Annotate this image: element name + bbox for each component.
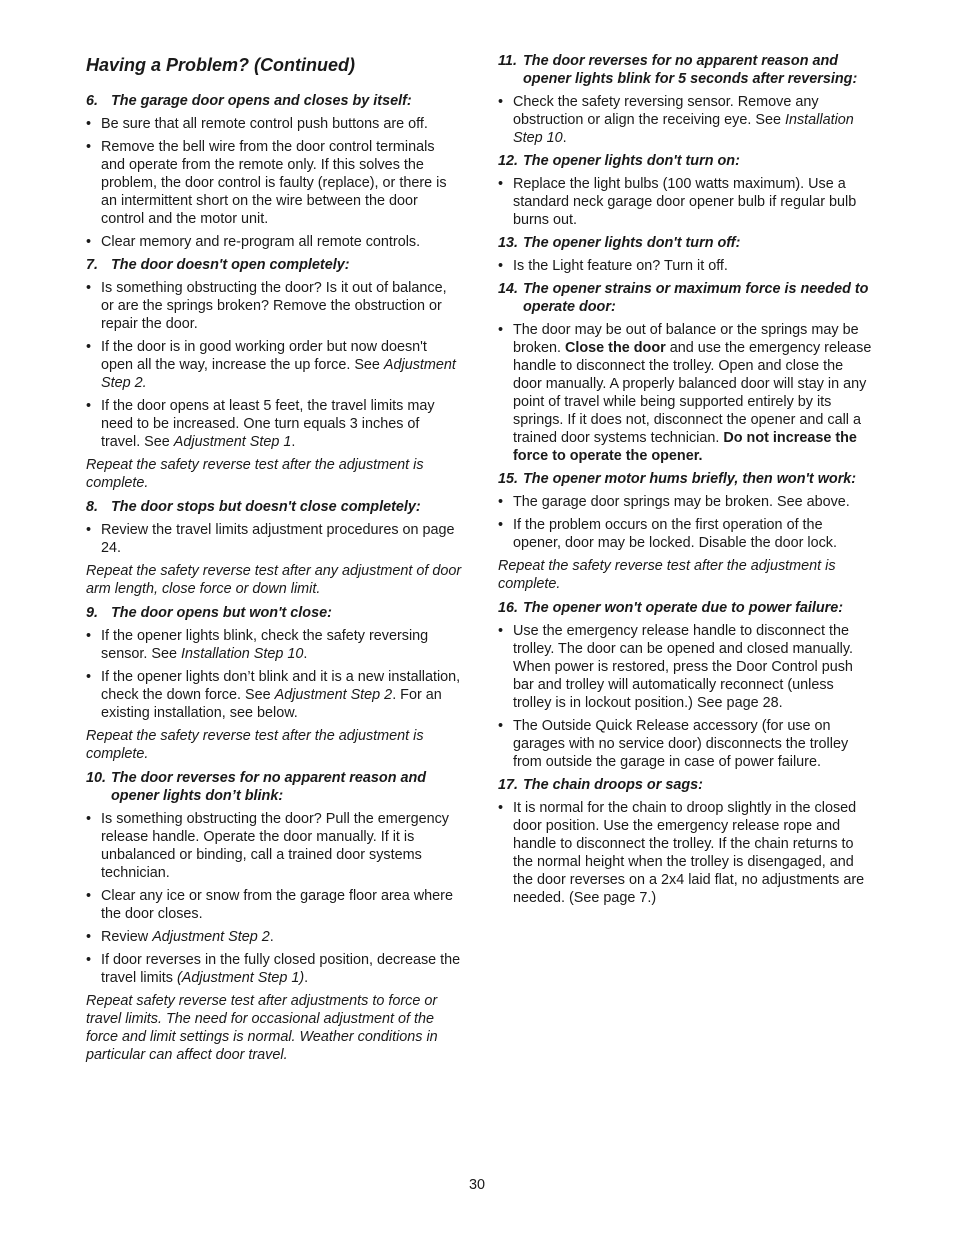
- text-run: Replace the light bulbs (100 watts maximum). Use a standard neck garage door opener bulb if regular bulb burns out.: [513, 176, 857, 228]
- bullet-list: [86, 521, 462, 557]
- left-column: [86, 52, 462, 1070]
- section-heading: [86, 769, 462, 805]
- section-heading: [498, 599, 874, 617]
- bullet-list: [498, 175, 874, 229]
- text-run: (Adjustment Step 1): [176, 970, 305, 986]
- section-heading-text: The door opens but won't close:: [111, 605, 332, 621]
- list-item: [86, 338, 462, 392]
- list-item: [498, 516, 874, 552]
- bullet-list: [498, 493, 874, 552]
- text-run: It is normal for the chain to droop slightly in the closed door position. Use the emergency release rope and handle to disconnect the trolley. If the chain returns to the normal height when the trolley is disengaged, and the door reverses on a 2x4 laid flat, no adjustments are needed. (See page 7.): [513, 800, 865, 906]
- list-item: [86, 233, 462, 251]
- text-run: .: [562, 130, 567, 146]
- bullet-list: [498, 799, 874, 907]
- section-number: 10.: [86, 770, 107, 786]
- bullet-list: [86, 279, 462, 451]
- section-10: [86, 769, 462, 1064]
- section-16: [498, 599, 874, 771]
- text-run: .: [304, 970, 309, 986]
- text-run: .: [269, 929, 274, 945]
- list-item: [86, 397, 462, 451]
- text-run: The garage door springs may be broken. See above.: [513, 494, 850, 510]
- list-item: [86, 627, 462, 663]
- section-number: 15.: [498, 471, 519, 487]
- section-heading-text: The door reverses for no apparent reason and opener lights don’t blink:: [111, 770, 427, 804]
- list-item: [86, 115, 462, 133]
- section-17: [498, 776, 874, 907]
- text-run: Installation Step 10: [181, 646, 304, 662]
- text-run: Be sure that all remote control push buttons are off.: [101, 116, 428, 132]
- bullet-list: [86, 115, 462, 251]
- text-run: Clear any ice or snow from the garage floor area where the door closes.: [101, 888, 453, 922]
- text-run: Remove the bell wire from the door control terminals and operate from the remote only. If this solves the problem, the door control is faulty (replace), or there is an intermittent short on the wire between the door control and the motor unit.: [101, 139, 447, 227]
- text-run: Review: [101, 929, 153, 945]
- section-heading: [498, 280, 874, 316]
- text-run: Review the travel limits adjustment procedures on page 24.: [101, 522, 455, 556]
- text-run: .: [291, 434, 296, 450]
- text-run: If the opener lights don’t blink and it is a new installation, check the down force. See: [101, 669, 461, 703]
- section-heading-text: The door stops but doesn't close completely:: [111, 499, 421, 515]
- list-item: [498, 799, 874, 907]
- section-heading: [498, 776, 874, 794]
- section-note: Repeat the safety reverse test after the adjustment is complete.: [498, 558, 836, 592]
- list-item: [86, 928, 462, 946]
- list-item: [86, 138, 462, 228]
- section-heading: [498, 470, 874, 488]
- section-heading: [498, 52, 874, 88]
- list-item: [498, 321, 874, 465]
- list-item: [498, 717, 874, 771]
- section-heading-text: The door reverses for no apparent reason and opener lights blink for 5 seconds after reversing:: [523, 53, 858, 87]
- section-heading-text: The garage door opens and closes by itself:: [111, 93, 412, 109]
- text-run: . For an existing installation, see below.: [101, 687, 442, 721]
- section-number: 7.: [86, 257, 99, 273]
- bullet-list: [498, 257, 874, 275]
- section-7: [86, 256, 462, 492]
- bullet-list: [498, 93, 874, 147]
- text-run: .: [303, 646, 308, 662]
- section-note: Repeat the safety reverse test after the adjustment is complete.: [86, 457, 424, 491]
- list-item: [498, 175, 874, 229]
- section-number: 17.: [498, 777, 519, 793]
- text-run: Close the door: [565, 340, 666, 356]
- section-note: Repeat safety reverse test after adjustments to force or travel limits. The need for occasional adjustment of the force and limit settings is normal. Weather conditions in particular can affect door travel.: [86, 993, 438, 1063]
- bullet-list: [498, 622, 874, 771]
- section-note: Repeat the safety reverse test after the adjustment is complete.: [86, 728, 424, 762]
- section-heading: [86, 604, 462, 622]
- page-title: Having a Problem? (Continued): [86, 55, 356, 75]
- text-run: Clear memory and re-program all remote controls.: [101, 234, 421, 250]
- list-item: [86, 951, 462, 987]
- section-9: [86, 604, 462, 763]
- section-heading-text: The opener lights don't turn off:: [523, 235, 741, 251]
- right-column: [498, 52, 874, 912]
- text-run: Check the safety reversing sensor. Remove any obstruction or align the receiving eye. See: [513, 94, 819, 128]
- text-run: Use the emergency release handle to disconnect the trolley. The door can be opened and closed manually. When power is restored, press the Door Control push bar and trolley will automatically reconnect (unless trolley is in lockout position.) See page 28.: [513, 623, 853, 711]
- bullet-list: [86, 627, 462, 722]
- section-heading: [86, 498, 462, 516]
- section-heading-text: The opener strains or maximum force is needed to operate door:: [523, 281, 869, 315]
- text-run: Is something obstructing the door? Is it out of balance, or are the springs broken? Remove the obstruction or repair the door.: [101, 280, 447, 332]
- list-item: [498, 93, 874, 147]
- section-number: 8.: [86, 499, 99, 515]
- text-run: If the door opens at least 5 feet, the travel limits may need to be increased. One turn equals 3 inches of travel. See: [101, 398, 435, 450]
- list-item: [498, 493, 874, 511]
- page-number: 30: [468, 1177, 485, 1193]
- section-number: 12.: [498, 153, 519, 169]
- text-run: Installation Step 10: [513, 112, 854, 146]
- section-12: [498, 152, 874, 229]
- section-note: Repeat the safety reverse test after any adjustment of door arm length, close force or down limit.: [86, 563, 462, 597]
- section-number: 11.: [498, 53, 517, 69]
- bullet-list: [86, 810, 462, 987]
- text-run: Adjustment Step 1: [173, 434, 292, 450]
- text-run: Adjustment Step 2.: [101, 357, 456, 391]
- text-run: The door may be out of balance or the springs may be broken.: [513, 322, 859, 356]
- text-run: If door reverses in the fully closed position, decrease the travel limits: [101, 952, 461, 986]
- section-14: [498, 280, 874, 465]
- section-heading-text: The opener won't operate due to power failure:: [523, 600, 844, 616]
- section-6: [86, 92, 462, 251]
- text-run: The Outside Quick Release accessory (for use on garages with no service door) disconnects the trolley from outside the garage in case of power failure.: [513, 718, 849, 770]
- section-11: [498, 52, 874, 147]
- section-number: 9.: [86, 605, 99, 621]
- section-number: 16.: [498, 600, 519, 616]
- text-run: and use the emergency release handle to disconnect the trolley. Open and close the door manually. A properly balanced door will stay in any point of travel while being supported entirely by its springs. If it does not, disconnect the opener and call a trained door systems technician.: [513, 340, 872, 446]
- text-run: Do not increase the force to operate the opener.: [513, 430, 857, 464]
- list-item: [86, 887, 462, 923]
- section-number: 6.: [86, 93, 99, 109]
- section-heading-text: The chain droops or sags:: [523, 777, 703, 793]
- list-item: [86, 810, 462, 882]
- text-run: Adjustment Step 2: [152, 929, 270, 945]
- section-15: [498, 470, 874, 593]
- section-number: 14.: [498, 281, 519, 297]
- section-heading-text: The opener motor hums briefly, then won't work:: [523, 471, 857, 487]
- section-13: [498, 234, 874, 275]
- text-run: If the problem occurs on the first operation of the opener, door may be locked. Disable the door lock.: [513, 517, 837, 551]
- list-item: [86, 521, 462, 557]
- section-heading-text: The door doesn't open completely:: [111, 257, 350, 273]
- list-item: [86, 279, 462, 333]
- text-run: If the door is in good working order but now doesn't open all the way, increase the up force. See: [101, 339, 427, 373]
- section-heading: [498, 234, 874, 252]
- section-heading: [86, 256, 462, 274]
- section-heading: [86, 92, 462, 110]
- list-item: [498, 257, 874, 275]
- section-heading: [498, 152, 874, 170]
- text-run: Is the Light feature on? Turn it off.: [513, 258, 728, 274]
- bullet-list: [498, 321, 874, 465]
- section-heading-text: The opener lights don't turn on:: [523, 153, 740, 169]
- section-number: 13.: [498, 235, 519, 251]
- list-item: [498, 622, 874, 712]
- text-run: Adjustment Step 2: [274, 687, 393, 703]
- text-run: If the opener lights blink, check the safety reversing sensor. See: [101, 628, 429, 662]
- list-item: [86, 668, 462, 722]
- text-run: Is something obstructing the door? Pull the emergency release handle. Operate the door manually. If it is unbalanced or binding, call a trained door systems technician.: [101, 811, 449, 881]
- section-8: [86, 498, 462, 598]
